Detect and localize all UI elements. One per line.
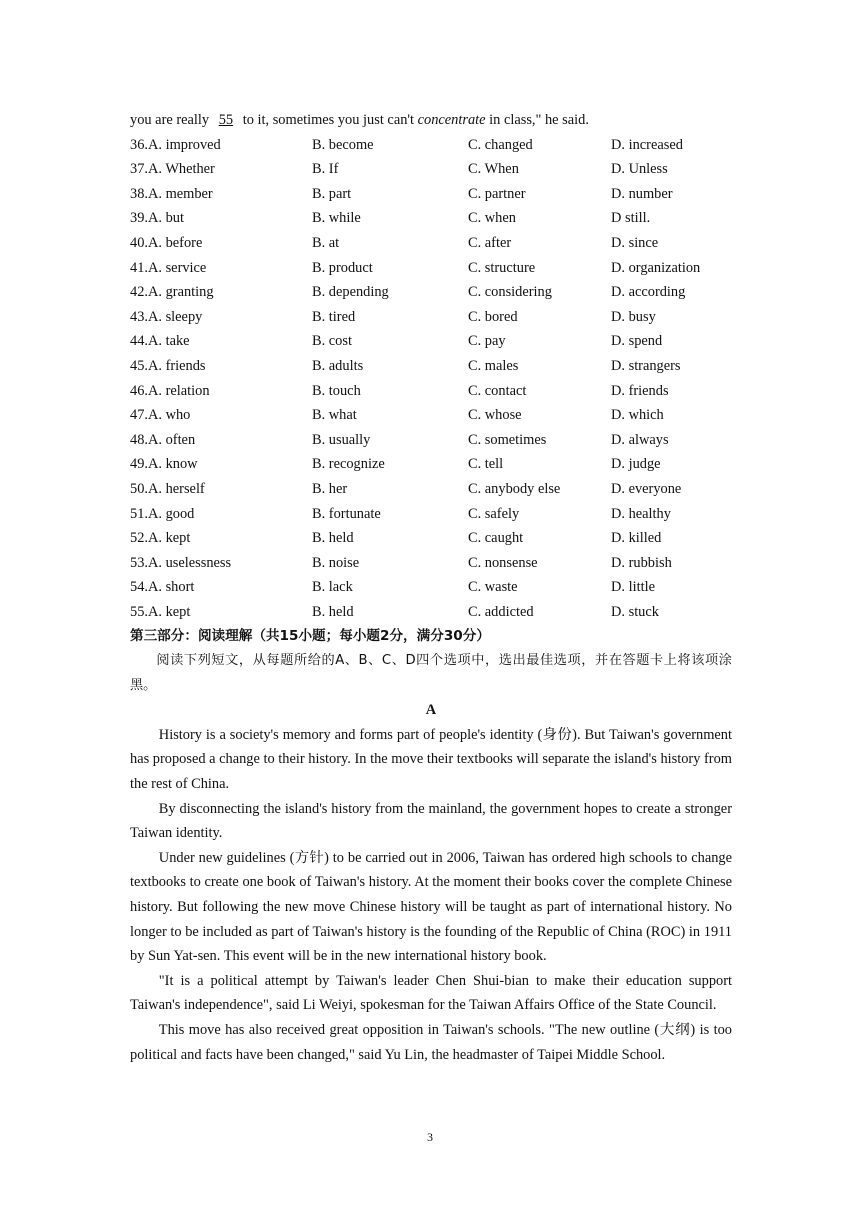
option-a: 47.A. who	[130, 407, 191, 424]
option-row	[130, 379, 732, 404]
option-row	[130, 575, 732, 600]
option-c: C. partner	[468, 185, 526, 202]
page-number: 3	[427, 1130, 433, 1144]
option-a: 36.A. improved	[130, 136, 221, 153]
intro-after: in class," he said.	[489, 112, 589, 128]
intro-line	[130, 108, 732, 133]
option-row	[130, 206, 732, 231]
option-d: D. Unless	[611, 161, 668, 178]
instruction: 阅读下列短文，从每题所给的A、B、C、D四个选项中，选出最佳选项，并在答题卡上将该项涂黑。	[130, 653, 732, 693]
option-c: C. addicted	[468, 603, 534, 620]
option-a: 46.A. relation	[130, 382, 210, 399]
option-a: 43.A. sleepy	[130, 308, 203, 325]
option-c: C. safely	[468, 505, 520, 522]
answer-blank: 55	[218, 112, 234, 128]
paragraph: By disconnecting the island's history from the mainland, the government hopes to create a stronger Taiwan identity.	[130, 800, 732, 842]
option-d: D. busy	[611, 308, 656, 325]
option-a: 53.A. uselessness	[130, 554, 232, 571]
option-row	[130, 280, 732, 305]
option-d: D. number	[611, 185, 673, 202]
option-b: B. cost	[312, 333, 352, 350]
option-d: D. always	[611, 431, 669, 448]
option-d: D. which	[611, 407, 664, 424]
option-a: 50.A. herself	[130, 480, 205, 497]
option-b: B. noise	[312, 554, 360, 571]
option-a: 49.A. know	[130, 456, 198, 473]
passage-letter: A	[425, 702, 437, 719]
option-d: D. healthy	[611, 505, 671, 522]
option-a: 44.A. take	[130, 333, 190, 350]
option-d: D. rubbish	[611, 554, 672, 571]
option-c: C. contact	[468, 382, 527, 399]
option-d: D. everyone	[611, 480, 682, 497]
option-c: C. bored	[468, 308, 518, 325]
option-row	[130, 256, 732, 281]
option-a: 52.A. kept	[130, 530, 191, 547]
option-b: B. her	[312, 480, 348, 497]
option-a: 37.A. Whether	[130, 161, 215, 178]
option-b: B. usually	[312, 431, 371, 448]
option-b: B. at	[312, 234, 340, 251]
option-d: D. friends	[611, 382, 669, 399]
option-row	[130, 231, 732, 256]
option-a: 40.A. before	[130, 234, 203, 251]
option-b: B. tired	[312, 308, 356, 325]
option-d: D. stuck	[611, 603, 659, 620]
option-b: B. fortunate	[312, 505, 381, 522]
option-c: C. considering	[468, 284, 552, 301]
option-row	[130, 182, 732, 207]
option-row	[130, 526, 732, 551]
option-b: B. If	[312, 161, 339, 178]
option-b: B. while	[312, 210, 361, 227]
option-row	[130, 329, 732, 354]
intro-middle: to it, sometimes you just can't	[242, 112, 414, 128]
paragraph: History is a society's memory and forms part of people's identity (身份). But Taiwan's government has proposed a change to their history. In the move their textbooks will separate the island's history from the rest of China.	[130, 726, 732, 793]
option-row	[130, 452, 732, 477]
option-row	[130, 428, 732, 453]
option-c: C. structure	[468, 259, 536, 276]
intro-before: you are really	[130, 112, 210, 128]
paragraph: Under new guidelines (方针) to be carried out in 2006, Taiwan has ordered high schools to change textbooks to create one book of Taiwan's history. At the moment their books cover the complete Chinese history. But following the new move Chinese history will be taught as part of international history. No longer to be included as part of Taiwan's history is the founding of the Republic of China (ROC) in 1911 by Sun Yat-sen. This event will be in the new international history book.	[130, 849, 732, 965]
option-row	[130, 305, 732, 330]
option-c: C. pay	[468, 333, 506, 350]
option-a: 41.A. service	[130, 259, 207, 276]
option-c: C. tell	[468, 456, 504, 473]
option-c: C. whose	[468, 407, 522, 424]
option-d: D still.	[611, 210, 651, 227]
option-a: 42.A. granting	[130, 284, 214, 301]
options-list	[130, 133, 732, 625]
option-b: B. touch	[312, 382, 361, 399]
option-row	[130, 600, 732, 625]
option-b: B. recognize	[312, 456, 385, 473]
option-d: D. strangers	[611, 357, 681, 374]
option-c: C. nonsense	[468, 554, 538, 571]
passage-body	[130, 723, 732, 1067]
option-a: 55.A. kept	[130, 603, 191, 620]
option-c: C. sometimes	[468, 431, 547, 448]
option-a: 54.A. short	[130, 579, 195, 596]
paragraph: This move has also received great opposition in Taiwan's schools. "The new outline (大纲) is too political and facts have been changed," said Yu Lin, the headmaster of Taipei Middle School.	[130, 1021, 732, 1063]
option-c: C. males	[468, 357, 519, 374]
option-d: D. according	[611, 284, 686, 301]
option-c: C. when	[468, 210, 516, 227]
option-d: D. organization	[611, 259, 701, 276]
option-d: D. killed	[611, 530, 662, 547]
option-d: D. spend	[611, 333, 663, 350]
section-heading: 第三部分：阅读理解（共15小题；每小题2分，满分30分）	[130, 628, 490, 645]
option-c: C. after	[468, 234, 512, 251]
option-b: B. become	[312, 136, 374, 153]
option-a: 51.A. good	[130, 505, 195, 522]
paragraph: "It is a political attempt by Taiwan's leader Chen Shui-bian to make their education support Taiwan's independence", said Li Weiyi, spokesman for the Taiwan Affairs Office of the State Council.	[130, 972, 732, 1014]
option-a: 48.A. often	[130, 431, 196, 448]
intro-italic-word: concentrate	[417, 112, 486, 128]
option-d: D. increased	[611, 136, 683, 153]
option-c: C. When	[468, 161, 519, 178]
option-a: 38.A. member	[130, 185, 213, 202]
option-row	[130, 551, 732, 576]
option-d: D. since	[611, 234, 659, 251]
option-a: 39.A. but	[130, 210, 184, 227]
option-row	[130, 354, 732, 379]
option-b: B. product	[312, 259, 373, 276]
option-b: B. depending	[312, 284, 389, 301]
option-a: 45.A. friends	[130, 357, 206, 374]
option-b: B. adults	[312, 357, 364, 374]
option-row	[130, 133, 732, 158]
option-row	[130, 502, 732, 527]
option-b: B. lack	[312, 579, 353, 596]
option-c: C. waste	[468, 579, 518, 596]
option-row	[130, 157, 732, 182]
option-row	[130, 477, 732, 502]
option-b: B. what	[312, 407, 357, 424]
option-b: B. held	[312, 603, 354, 620]
option-row	[130, 403, 732, 428]
option-c: C. caught	[468, 530, 524, 547]
option-c: C. changed	[468, 136, 533, 153]
option-c: C. anybody else	[468, 480, 561, 497]
document-page	[130, 108, 732, 1067]
option-d: D. judge	[611, 456, 661, 473]
option-b: B. held	[312, 530, 354, 547]
option-b: B. part	[312, 185, 352, 202]
option-d: D. little	[611, 579, 655, 596]
